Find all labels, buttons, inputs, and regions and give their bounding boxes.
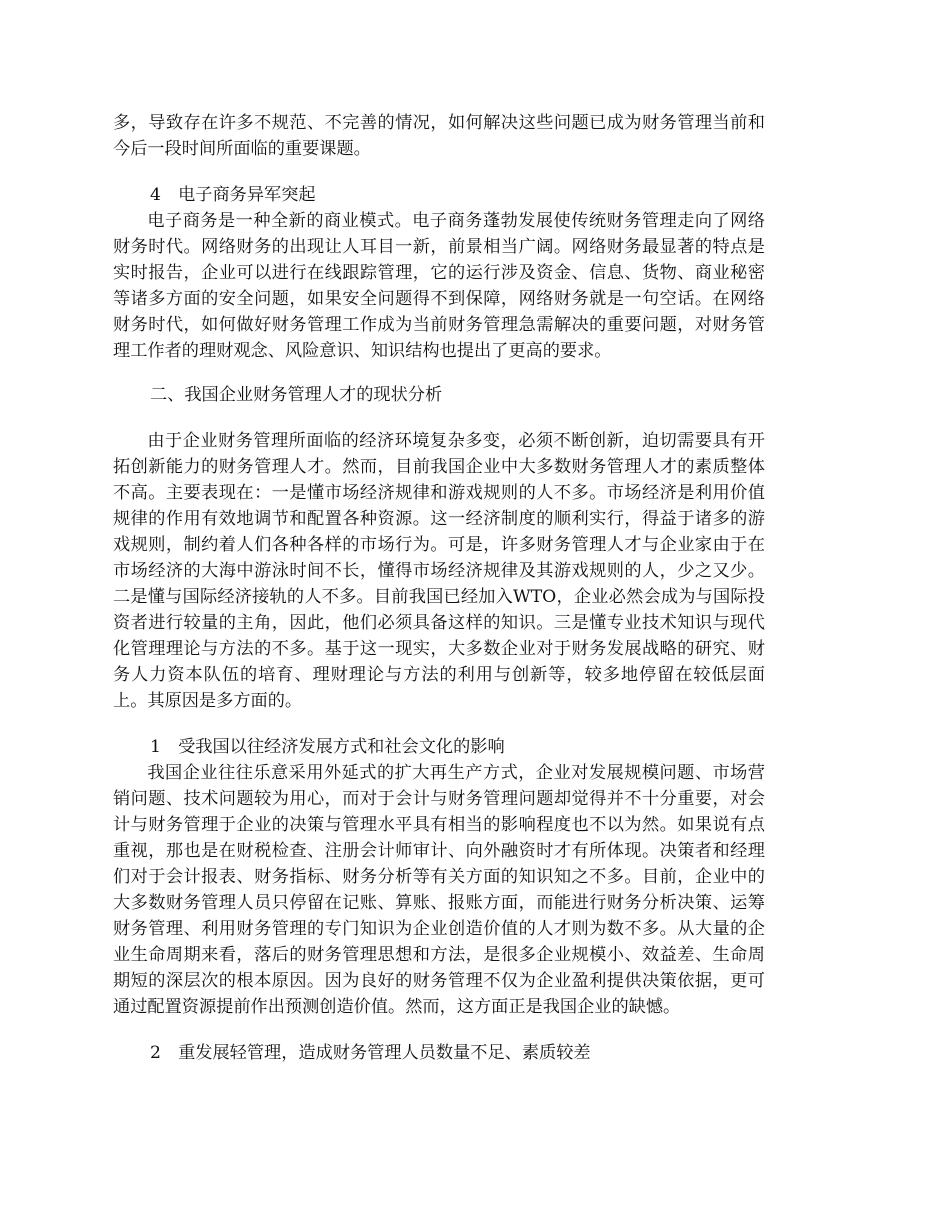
document-page <box>113 110 765 1066</box>
paragraph-economic-influence: 我国企业往往乐意采用外延式的扩大再生产方式，企业对发展规模问题、市场营销问题、技术问题较为用心，而对于会计与财务管理问题却觉得并不十分重要，对会计与财务管理于企业的决策与管理水平具有相当的影响程度也不以为然。如果说有点重视，那也是在财税检查、注册会计师审计、向外融资时才有所体现。决策者和经理们对于会计报表、财务指标、财务分析等有关方面的知识知之不多。目前，企业中的大多数财务管理人员只停留在记账、算账、报账方面，而能进行财务分析决策、运筹财务管理、利用财务管理的专门知识为企业创造价值的人才则为数不多。从大量的企业生命周期来看，落后的财务管理思想和方法，是很多企业规模小、效益差、生命周期短的深层次的根本原因。因为良好的财务管理不仅为企业盈利提供决策依据，更可通过配置资源提前作出预测创造价值。然而，这方面正是我国企业的缺憾。 <box>113 763 765 1017</box>
paragraph-ecommerce: 电子商务是一种全新的商业模式。电子商务蓬勃发展使传统财务管理走向了网络财务时代。网络财务的出现让人耳目一新，前景相当广阔。网络财务最显著的特点是实时报告，企业可以进行在线跟踪管理，它的运行涉及资金、信息、货物、商业秘密等诸多方面的安全问题，如果安全问题得不到保障，网络财务就是一句空话。在网络财务时代，如何做好财务管理工作成为当前财务管理急需解决的重要问题，对财务管理工作者的理财观念、风险意识、知识结构也提出了更高的要求。 <box>113 211 765 361</box>
spacer <box>113 408 765 428</box>
spacer <box>113 1020 765 1040</box>
subheading-4: 4 电子商务异军突起 <box>149 185 316 205</box>
subheading-2: 2 重发展轻管理，造成财务管理人员数量不足、素质较差 <box>149 1043 591 1063</box>
spacer <box>113 162 765 182</box>
paragraph-status-analysis: 由于企业财务管理所面临的经济环境复杂多变，必须不断创新，迫切需要具有开拓创新能力的财务管理人才。然而，目前我国企业中大多数财务管理人才的素质整体不高。主要表现在：一是懂市场经济规律和游戏规则的人不多。市场经济是利用价值规律的作用有效地调节和配置各种资源。这一经济制度的顺利实行，得益于诸多的游戏规则，制约着人们各种各样的市场行为。可是，许多财务管理人才与企业家由于在市场经济的大海中游泳时间不长，懂得市场经济规律及其游戏规则的人，少之又少。二是懂与国际经济接轨的人不多。目前我国已经加入WTO，企业必然会成为与国际投资者进行较量的主角，因此，他们必须具备这样的知识。三是懂专业技术知识与现代化管理理论与方法的不多。基于这一现实，大多数企业对于财务发展战略的研究、财务人力资本队伍的培育、理财理论与方法的利用与创新等，较多地停留在较低层面上。其原因是多方面的。 <box>113 431 765 711</box>
spacer <box>113 714 765 734</box>
spacer <box>113 364 765 382</box>
paragraph-intro-continuation: 多，导致存在许多不规范、不完善的情况，如何解决这些问题已成为财务管理当前和今后一段时间所面临的重要课题。 <box>113 113 765 159</box>
section-heading-2: 二、我国企业财务管理人才的现状分析 <box>149 385 443 405</box>
subheading-1: 1 受我国以往经济发展方式和社会文化的影响 <box>149 737 505 757</box>
